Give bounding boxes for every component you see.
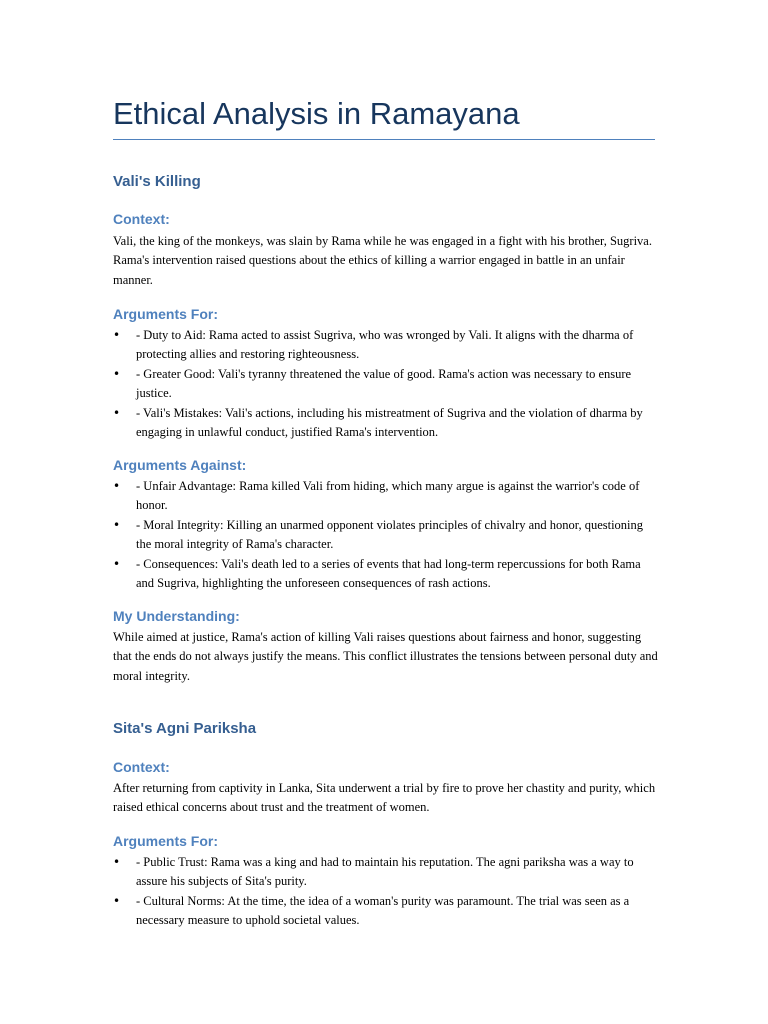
vali-understanding-label: My Understanding: <box>113 608 240 624</box>
bullet-icon: • <box>113 328 121 342</box>
bullet-icon: • <box>113 366 121 381</box>
sita-for-list <box>113 853 658 931</box>
list-item-text: - Vali's Mistakes: Vali's actions, including his mistreatment of Sugriva and the violation of dharma by engaging in unlawful conduct, justified Rama's intervention. <box>136 405 643 440</box>
title-underline <box>113 139 655 140</box>
list-item-text: - Duty to Aid: Rama acted to assist Sugriva, who was wronged by Vali. It aligns with the dharma of protecting allies and restoring righteousness. <box>136 328 634 362</box>
list-item <box>113 853 658 892</box>
list-item <box>113 516 658 555</box>
bullet-icon: • <box>113 855 121 869</box>
bullet-icon: • <box>113 893 121 908</box>
vali-against-list <box>113 477 658 593</box>
bullet-icon: • <box>113 517 121 532</box>
vali-context-label: Context: <box>113 211 170 227</box>
bullet-icon: • <box>113 405 121 420</box>
list-item <box>113 892 658 931</box>
sita-context-text: After returning from captivity in Lanka, Sita underwent a trial by fire to prove her chastity and purity, which raised ethical concerns about trust and the treatment of women. <box>113 781 656 815</box>
bullet-icon: • <box>113 556 121 571</box>
section-heading-vali: Vali's Killing <box>113 173 201 190</box>
list-item-text: - Public Trust: Rama was a king and had to maintain his reputation. The agni pariksha was a way to assure his subjects of Sita's purity. <box>136 855 634 889</box>
vali-for-list <box>113 326 658 442</box>
list-item-text: - Unfair Advantage: Rama killed Vali from hiding, which many argue is against the warrior's code of honor. <box>136 479 640 513</box>
document-title: Ethical Analysis in Ramayana <box>113 96 520 131</box>
vali-context-text: Vali, the king of the monkeys, was slain by Rama while he was engaged in a fight with his brother, Sugriva. Rama's intervention raised questions about the ethics of killing a warrior engaged in battle in an unfair manner. <box>113 234 652 287</box>
vali-understanding-text: While aimed at justice, Rama's action of killing Vali raises questions about fairness and honor, suggesting that the ends do not always justify the means. This conflict illustrates the tensions between personal duty and moral integrity. <box>113 630 658 683</box>
list-item <box>113 555 658 594</box>
list-item <box>113 365 658 404</box>
list-item <box>113 404 658 443</box>
bullet-icon: • <box>113 479 121 493</box>
list-item-text: - Moral Integrity: Killing an unarmed opponent violates principles of chivalry and honor, questioning the moral integrity of Rama's character. <box>136 517 644 552</box>
vali-for-label: Arguments For: <box>113 306 218 322</box>
vali-against-label: Arguments Against: <box>113 457 247 473</box>
sita-context-label: Context: <box>113 759 170 775</box>
list-item-text: - Cultural Norms: At the time, the idea of a woman's purity was paramount. The trial was seen as a necessary measure to uphold societal values. <box>136 893 630 928</box>
list-item-text: - Greater Good: Vali's tyranny threatened the value of good. Rama's action was necessary to ensure justice. <box>136 366 632 401</box>
list-item <box>113 477 658 516</box>
sita-for-label: Arguments For: <box>113 833 218 849</box>
list-item-text: - Consequences: Vali's death led to a series of events that had long-term repercussions for both Rama and Sugriva, highlighting the unforeseen consequences of rash actions. <box>136 556 641 591</box>
list-item <box>113 326 658 365</box>
section-heading-sita: Sita's Agni Pariksha <box>113 720 257 737</box>
